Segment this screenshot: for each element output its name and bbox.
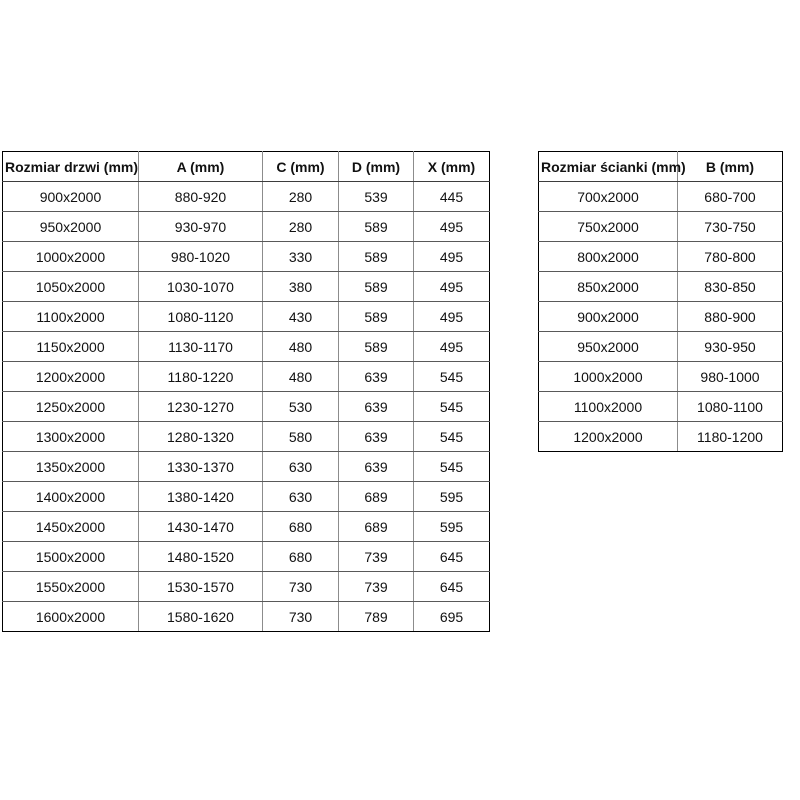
- table-row: [3, 452, 490, 482]
- table-cell: 589: [339, 212, 414, 242]
- table-cell: 589: [339, 332, 414, 362]
- table-row: [539, 422, 783, 452]
- table-cell: 330: [263, 242, 339, 272]
- table-cell: 380: [263, 272, 339, 302]
- table-row: [3, 542, 490, 572]
- table-cell: 1200x2000: [3, 362, 139, 392]
- table-cell: 1250x2000: [3, 392, 139, 422]
- table-cell: 595: [414, 482, 490, 512]
- table-row: [3, 362, 490, 392]
- table-cell: 539: [339, 182, 414, 212]
- table-cell: 589: [339, 302, 414, 332]
- table-cell: 930-970: [139, 212, 263, 242]
- header-row: [3, 152, 490, 182]
- table-row: [3, 392, 490, 422]
- table-cell: 1080-1100: [678, 392, 783, 422]
- table-cell: 1380-1420: [139, 482, 263, 512]
- table-row: [3, 422, 490, 452]
- table-cell: 639: [339, 362, 414, 392]
- table-row: [539, 392, 783, 422]
- table-row: [3, 242, 490, 272]
- table-cell: 1050x2000: [3, 272, 139, 302]
- column-header: C (mm): [263, 152, 339, 182]
- table-cell: 1180-1200: [678, 422, 783, 452]
- header-row: [539, 152, 783, 182]
- table-row: [539, 242, 783, 272]
- table-cell: 950x2000: [539, 332, 678, 362]
- table-cell: 1530-1570: [139, 572, 263, 602]
- table-row: [3, 182, 490, 212]
- table-row: [539, 302, 783, 332]
- table-cell: 639: [339, 452, 414, 482]
- table-row: [3, 572, 490, 602]
- wall-panel-size-table: [538, 151, 783, 452]
- table-cell: 680: [263, 512, 339, 542]
- table-cell: 739: [339, 572, 414, 602]
- table-cell: 680-700: [678, 182, 783, 212]
- column-header: Rozmiar ścianki (mm): [539, 152, 678, 182]
- table-cell: 580: [263, 422, 339, 452]
- table-cell: 850x2000: [539, 272, 678, 302]
- table-cell: 1130-1170: [139, 332, 263, 362]
- table-cell: 880-900: [678, 302, 783, 332]
- table-cell: 1430-1470: [139, 512, 263, 542]
- table-cell: 480: [263, 332, 339, 362]
- table-cell: 1300x2000: [3, 422, 139, 452]
- table-cell: 1400x2000: [3, 482, 139, 512]
- column-header: D (mm): [339, 152, 414, 182]
- table-cell: 1600x2000: [3, 602, 139, 632]
- table-cell: 750x2000: [539, 212, 678, 242]
- table-cell: 689: [339, 512, 414, 542]
- table-cell: 695: [414, 602, 490, 632]
- table-row: [539, 212, 783, 242]
- table-row: [3, 482, 490, 512]
- table-cell: 545: [414, 422, 490, 452]
- table-row: [3, 332, 490, 362]
- table-cell: 689: [339, 482, 414, 512]
- table-cell: 900x2000: [539, 302, 678, 332]
- table-cell: 545: [414, 392, 490, 422]
- column-header: A (mm): [139, 152, 263, 182]
- table-cell: 639: [339, 392, 414, 422]
- table-cell: 1180-1220: [139, 362, 263, 392]
- table-cell: 280: [263, 182, 339, 212]
- column-header: B (mm): [678, 152, 783, 182]
- table-cell: 480: [263, 362, 339, 392]
- table-cell: 1080-1120: [139, 302, 263, 332]
- table-cell: 1000x2000: [539, 362, 678, 392]
- table-cell: 830-850: [678, 272, 783, 302]
- table-cell: 730-750: [678, 212, 783, 242]
- table-cell: 639: [339, 422, 414, 452]
- table-cell: 730: [263, 572, 339, 602]
- table-row: [539, 332, 783, 362]
- table-cell: 1100x2000: [539, 392, 678, 422]
- table-cell: 430: [263, 302, 339, 332]
- table-cell: 630: [263, 452, 339, 482]
- table-cell: 595: [414, 512, 490, 542]
- table-cell: 445: [414, 182, 490, 212]
- table-cell: 1100x2000: [3, 302, 139, 332]
- table-cell: 1200x2000: [539, 422, 678, 452]
- table-cell: 280: [263, 212, 339, 242]
- table-cell: 545: [414, 362, 490, 392]
- table-row: [3, 272, 490, 302]
- table-cell: 495: [414, 302, 490, 332]
- table-cell: 980-1020: [139, 242, 263, 272]
- table-cell: 800x2000: [539, 242, 678, 272]
- table-cell: 930-950: [678, 332, 783, 362]
- table-cell: 1580-1620: [139, 602, 263, 632]
- table-cell: 1500x2000: [3, 542, 139, 572]
- table-cell: 1280-1320: [139, 422, 263, 452]
- table-cell: 530: [263, 392, 339, 422]
- table-cell: 789: [339, 602, 414, 632]
- table-cell: 495: [414, 332, 490, 362]
- table-cell: 1150x2000: [3, 332, 139, 362]
- table-cell: 730: [263, 602, 339, 632]
- table-cell: 780-800: [678, 242, 783, 272]
- table-cell: 1550x2000: [3, 572, 139, 602]
- table-row: [3, 302, 490, 332]
- table-cell: 495: [414, 212, 490, 242]
- table-cell: 739: [339, 542, 414, 572]
- table-cell: 950x2000: [3, 212, 139, 242]
- table-cell: 589: [339, 242, 414, 272]
- table-cell: 495: [414, 242, 490, 272]
- table-cell: 645: [414, 542, 490, 572]
- table-cell: 1350x2000: [3, 452, 139, 482]
- table-cell: 545: [414, 452, 490, 482]
- table-cell: 495: [414, 272, 490, 302]
- table-cell: 630: [263, 482, 339, 512]
- table-cell: 1480-1520: [139, 542, 263, 572]
- table-cell: 880-920: [139, 182, 263, 212]
- table-row: [539, 272, 783, 302]
- table-row: [3, 512, 490, 542]
- table-cell: 589: [339, 272, 414, 302]
- table-cell: 645: [414, 572, 490, 602]
- table-row: [539, 362, 783, 392]
- table-cell: 1230-1270: [139, 392, 263, 422]
- column-header: Rozmiar drzwi (mm): [3, 152, 139, 182]
- table-cell: 1000x2000: [3, 242, 139, 272]
- table-cell: 980-1000: [678, 362, 783, 392]
- table-cell: 700x2000: [539, 182, 678, 212]
- column-header: X (mm): [414, 152, 490, 182]
- table-row: [539, 182, 783, 212]
- table-row: [3, 212, 490, 242]
- table-cell: 1330-1370: [139, 452, 263, 482]
- table-cell: 1030-1070: [139, 272, 263, 302]
- table-cell: 680: [263, 542, 339, 572]
- table-cell: 900x2000: [3, 182, 139, 212]
- table-row: [3, 602, 490, 632]
- table-cell: 1450x2000: [3, 512, 139, 542]
- door-size-table: [2, 151, 490, 632]
